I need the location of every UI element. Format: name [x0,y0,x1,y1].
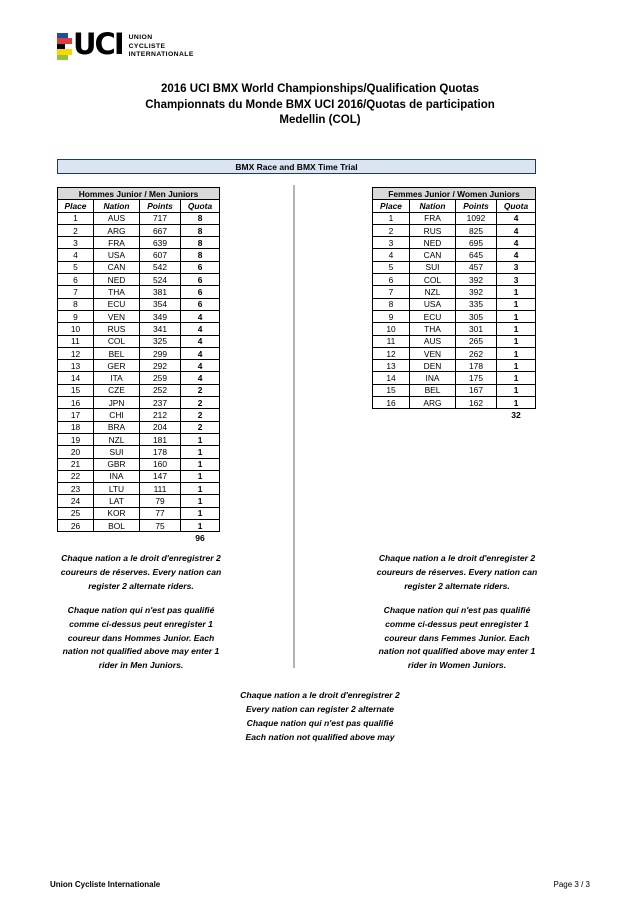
table-cell: 11 [373,335,410,347]
table-cell: 16 [373,397,410,409]
table-row [373,274,536,286]
table-cell: 392 [456,286,497,298]
table-cell: 262 [456,347,497,359]
table-cell: 237 [140,397,181,409]
table-cell: 1 [497,335,536,347]
table-cell: NED [410,237,456,249]
table-cell: 305 [456,310,497,322]
column-header-quota: Quota [497,200,536,212]
table-cell: 1 [181,507,220,519]
table-cell: 19 [58,433,94,445]
table-cell: 162 [456,397,497,409]
table-cell: 8 [181,249,220,261]
table-row [373,310,536,322]
table-cell: 8 [181,237,220,249]
table-row [58,384,220,396]
table-cell: 2 [181,409,220,421]
table-cell: AUS [410,335,456,347]
table-cell: 259 [140,372,181,384]
table-cell: 8 [58,298,94,310]
table-cell: GER [94,360,140,372]
table-cell: 79 [140,495,181,507]
table-cell: 7 [373,286,410,298]
table-row [373,286,536,298]
table-cell: COL [410,274,456,286]
table-cell: 325 [140,335,181,347]
table-title-row [373,188,536,200]
table-cell: 4 [373,249,410,261]
column-header-points: Points [140,200,181,212]
table-row [58,520,220,532]
table-cell: ARG [94,224,140,236]
title-line-2: Championnats du Monde BMX UCI 2016/Quotas de participation [145,98,495,111]
table-cell: ECU [94,298,140,310]
table-cell: 21 [58,458,94,470]
table-cell: 6 [58,274,94,286]
table-cell: 1 [58,212,94,224]
women-juniors-table [372,187,536,409]
uci-wordmark: UCI [73,27,123,61]
table-cell: 2 [58,224,94,236]
table-cell: 349 [140,310,181,322]
table-row [58,237,220,249]
table-cell: 4 [497,212,536,224]
table-row [58,421,220,433]
table-cell: 181 [140,433,181,445]
table-cell: 9 [373,310,410,322]
title-line-3: Medellin (COL) [279,114,361,126]
table-cell: LTU [94,483,140,495]
table-cell: 2 [181,384,220,396]
table-cell: 22 [58,470,94,482]
table-cell: USA [94,249,140,261]
table-row [58,433,220,445]
table-cell: 1 [181,446,220,458]
table-row [58,495,220,507]
page-title [0,82,640,129]
table-cell: 3 [497,274,536,286]
table-cell: 18 [58,421,94,433]
table-cell: 75 [140,520,181,532]
table-cell: 1 [497,384,536,396]
table-cell: CZE [94,384,140,396]
table-title-row [58,188,220,200]
table-cell: ITA [94,372,140,384]
table-cell: INA [410,372,456,384]
table-row [58,298,220,310]
table-cell: 3 [58,237,94,249]
table-row [58,397,220,409]
section-banner: BMX Race and BMX Time Trial [57,159,536,174]
table-cell: 2 [181,421,220,433]
table-row [373,237,536,249]
table-cell: 4 [181,335,220,347]
table-cell: 8 [373,298,410,310]
table-row [373,372,536,384]
center-note [160,688,480,744]
table-cell: 5 [58,261,94,273]
table-cell: 1 [181,483,220,495]
table-cell: DEN [410,360,456,372]
table-cell: KOR [94,507,140,519]
table-cell: SUI [94,446,140,458]
table-cell: BRA [94,421,140,433]
org-line: CYCLISTE [128,42,166,50]
column-header-place: Place [58,200,94,212]
table-cell: JPN [94,397,140,409]
table-cell: 1 [497,286,536,298]
table-row [58,335,220,347]
table-cell: 178 [456,360,497,372]
table-cell: 1 [497,310,536,322]
uci-org-name [129,34,194,60]
table-row [373,347,536,359]
table-cell: 160 [140,458,181,470]
table-cell: 11 [58,335,94,347]
table-cell: BEL [410,384,456,396]
table-row [58,323,220,335]
center-note-line: Chaque nation qui n'est pas qualifié [246,718,394,728]
table-cell: 6 [181,286,220,298]
title-line-1: 2016 UCI BMX World Championships/Qualification Quotas [161,83,479,95]
table-cell: 667 [140,224,181,236]
table-cell: SUI [410,261,456,273]
table-cell: 8 [181,224,220,236]
uci-logo [57,27,194,61]
table-cell: INA [94,470,140,482]
table-cell: 354 [140,298,181,310]
men-note-not-qualified: Chaque nation qui n'est pas qualifié comme ci-dessus peut enregister 1 coureur dans Hommes Junior. Each nation not qualified above may enter 1 rider in Men Juniors. [62,605,220,671]
table-cell: 381 [140,286,181,298]
table-cell: 26 [58,520,94,532]
table-cell: RUS [94,323,140,335]
table-cell: 25 [58,507,94,519]
women-quota-total: 32 [511,410,521,420]
table-cell: 8 [181,212,220,224]
table-cell: 12 [373,347,410,359]
table-cell: FRA [410,212,456,224]
table-cell: BEL [94,347,140,359]
table-row [373,298,536,310]
table-cell: ARG [410,397,456,409]
table-cell: 4 [181,347,220,359]
women-note-alternates: Chaque nation a le droit d'enregister 2 coureurs de réserves. Every nation can register 2 alternate riders. [376,553,538,591]
table-cell: 392 [456,274,497,286]
column-header-nation: Nation [410,200,456,212]
table-row [373,397,536,409]
table-cell: 1 [181,458,220,470]
table-cell: 1 [497,360,536,372]
table-cell: 717 [140,212,181,224]
table-cell: 10 [58,323,94,335]
table-cell: 4 [181,360,220,372]
table-row [58,507,220,519]
table-cell: 1092 [456,212,497,224]
table-cell: 2 [181,397,220,409]
table-cell: 6 [181,274,220,286]
table-row [58,372,220,384]
table-cell: 524 [140,274,181,286]
table-cell: 14 [58,372,94,384]
table-cell: THA [94,286,140,298]
table-cell: 111 [140,483,181,495]
table-cell: 15 [58,384,94,396]
table-cell: 4 [497,237,536,249]
table-row [58,274,220,286]
table-cell: 10 [373,323,410,335]
footer-page-number: Page 3 / 3 [553,880,590,889]
table-cell: VEN [94,310,140,322]
table-cell: 6 [373,274,410,286]
table-cell: 15 [373,384,410,396]
table-cell: 3 [497,261,536,273]
table-row [58,458,220,470]
table-cell: 4 [181,310,220,322]
org-line: UNION [128,34,153,41]
table-cell: 147 [140,470,181,482]
table-cell: USA [410,298,456,310]
table-row [373,249,536,261]
table-cell: 2 [373,224,410,236]
table-cell: NZL [94,433,140,445]
table-cell: 1 [497,347,536,359]
table-cell: CAN [94,261,140,273]
table-cell: 178 [140,446,181,458]
table-row [373,261,536,273]
table-cell: 1 [497,298,536,310]
uci-rainbow-stripes-icon [57,33,72,60]
column-divider [293,185,295,668]
table-cell: 20 [58,446,94,458]
table-cell: 1 [497,372,536,384]
table-row [373,224,536,236]
table-cell: COL [94,335,140,347]
table-cell: ECU [410,310,456,322]
table-row [58,212,220,224]
table-cell: 212 [140,409,181,421]
table-cell: 16 [58,397,94,409]
table-cell: BOL [94,520,140,532]
table-cell: NED [94,274,140,286]
table-row [373,335,536,347]
table-cell: 77 [140,507,181,519]
table-cell: 1 [497,323,536,335]
table-row [58,446,220,458]
table-row [58,310,220,322]
table-cell: 335 [456,298,497,310]
page-footer [50,880,590,889]
men-note-alternates: Chaque nation a le droit d'enregistrer 2 coureurs de réserves. Every nation can register 2 alternate riders. [60,553,222,591]
table-cell: GBR [94,458,140,470]
table-cell: 4 [497,249,536,261]
men-juniors-table [57,187,220,532]
column-header-points: Points [456,200,497,212]
table-cell: 825 [456,224,497,236]
table-cell: 24 [58,495,94,507]
table-row [58,360,220,372]
table-cell: 1 [181,433,220,445]
table-row [373,323,536,335]
table-title: Femmes Junior / Women Juniors [373,188,536,200]
column-header-place: Place [373,200,410,212]
table-cell: 4 [181,323,220,335]
org-line: INTERNATIONALE [128,51,194,59]
table-row [58,224,220,236]
table-cell: 7 [58,286,94,298]
table-cell: 1 [373,212,410,224]
table-cell: 12 [58,347,94,359]
table-cell: 204 [140,421,181,433]
table-row [58,470,220,482]
women-note-not-qualified: Chaque nation qui n'est pas qualifié comme ci-dessus peut enregister 1 coureur dans Femmes Junior. Each nation not qualified above may enter 1 rider in Women Juniors. [378,605,536,671]
table-row [58,483,220,495]
table-cell: 645 [456,249,497,261]
footer-organization: Union Cycliste Internationale [50,880,161,889]
table-row [58,261,220,273]
table-cell: 542 [140,261,181,273]
table-cell: LAT [94,495,140,507]
table-row [373,384,536,396]
table-cell: 5 [373,261,410,273]
table-cell: CAN [410,249,456,261]
column-header-row [373,200,536,212]
table-cell: 457 [456,261,497,273]
table-cell: RUS [410,224,456,236]
table-cell: CHI [94,409,140,421]
table-cell: 23 [58,483,94,495]
column-header-quota: Quota [181,200,220,212]
table-cell: 6 [181,298,220,310]
table-cell: NZL [410,286,456,298]
table-cell: 167 [456,384,497,396]
table-cell: 4 [181,372,220,384]
table-cell: 9 [58,310,94,322]
table-cell: AUS [94,212,140,224]
table-cell: 252 [140,384,181,396]
table-cell: 265 [456,335,497,347]
table-cell: 695 [456,237,497,249]
table-row [58,409,220,421]
men-quota-total: 96 [195,533,205,543]
table-row [58,347,220,359]
table-cell: 341 [140,323,181,335]
table-cell: 6 [181,261,220,273]
table-cell: 4 [58,249,94,261]
table-cell: 3 [373,237,410,249]
table-row [373,360,536,372]
table-cell: 299 [140,347,181,359]
table-cell: 1 [497,397,536,409]
table-cell: FRA [94,237,140,249]
table-cell: 1 [181,495,220,507]
table-cell: VEN [410,347,456,359]
table-cell: 17 [58,409,94,421]
table-row [58,249,220,261]
table-cell: 1 [181,470,220,482]
center-note-line: Chaque nation a le droit d'enregistrer 2 [240,690,400,700]
table-cell: 175 [456,372,497,384]
table-cell: 13 [373,360,410,372]
table-cell: 639 [140,237,181,249]
table-cell: 14 [373,372,410,384]
table-cell: 4 [497,224,536,236]
table-cell: 1 [181,520,220,532]
table-cell: 292 [140,360,181,372]
table-cell: THA [410,323,456,335]
column-header-nation: Nation [94,200,140,212]
column-header-row [58,200,220,212]
center-note-line: Every nation can register 2 alternate [245,704,395,714]
table-cell: 607 [140,249,181,261]
stripe-green [57,55,68,60]
table-cell: 13 [58,360,94,372]
table-title: Hommes Junior / Men Juniors [58,188,220,200]
table-row [58,286,220,298]
table-row [373,212,536,224]
table-cell: 301 [456,323,497,335]
center-note-line: Each nation not qualified above may [245,732,395,742]
